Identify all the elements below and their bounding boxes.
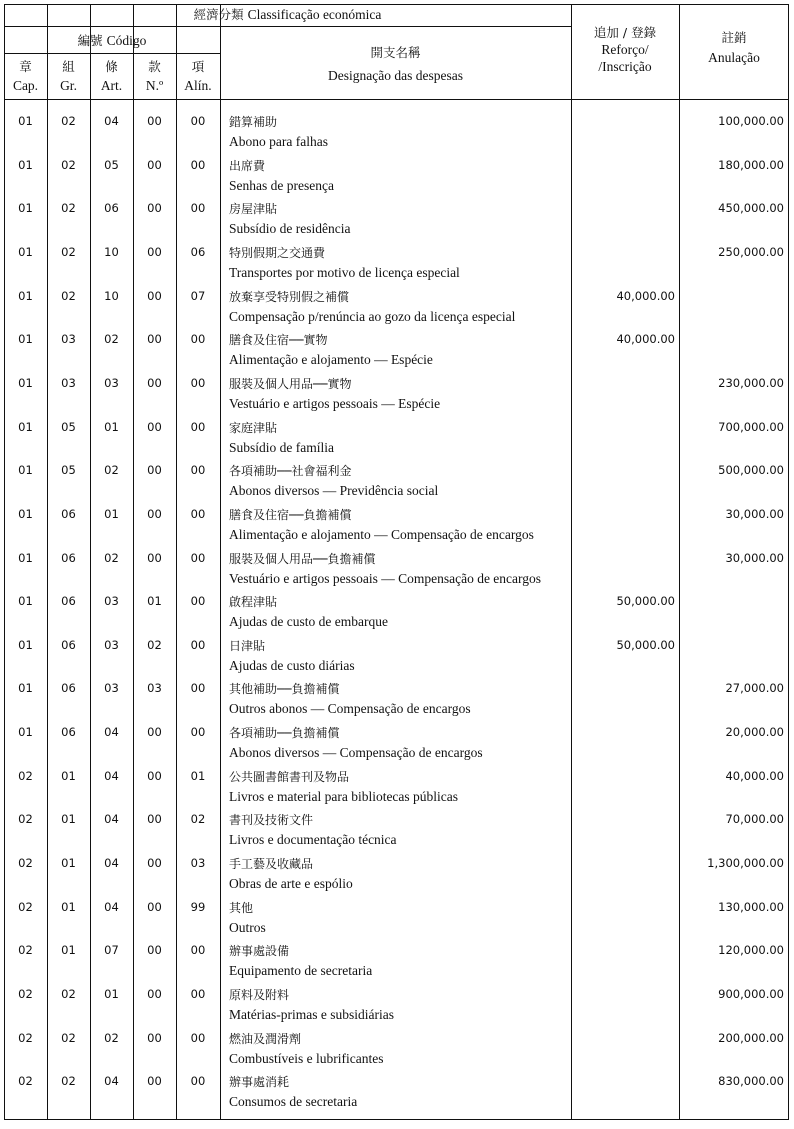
designation-pt-cell: Livros e documentação técnica [229, 832, 397, 848]
code-cap: 01 [18, 681, 33, 696]
code-cap: 01 [18, 332, 33, 347]
anulacao-amount: 1,300,000.00 [707, 856, 784, 871]
reforco-pt1: Reforço/ [601, 42, 649, 57]
table-row [0, 1028, 794, 1072]
code-alin: 00 [190, 637, 206, 652]
code-gr: 01 [61, 768, 76, 783]
table-row [0, 809, 794, 853]
code-cap: 01 [18, 594, 33, 609]
table-row [0, 111, 794, 155]
table-row [0, 504, 794, 548]
code-cap: 01 [18, 463, 33, 478]
designation-zh-cell: 日津貼 [229, 638, 266, 653]
designation-zh-cell: 特別假期之交通費 [229, 245, 326, 260]
reforco-amount: 50,000.00 [616, 637, 675, 652]
code-cap: 01 [18, 288, 33, 303]
code-cap: 01 [18, 114, 33, 128]
code-alin: 00 [190, 157, 206, 172]
code-art: 04 [104, 856, 119, 871]
designation-zh-cell: 服裝及個人用品──實物 [229, 376, 352, 391]
code-art: 02 [104, 332, 119, 347]
table-row [0, 678, 794, 722]
designation-pt-cell: Subsídio de residência [229, 221, 351, 237]
code-art: 03 [104, 594, 119, 609]
col-header-cap: 章 Cap. [12, 59, 39, 93]
table-row [0, 853, 794, 897]
code-alin: 00 [190, 681, 206, 696]
designation-zh-cell: 啟程津貼 [229, 595, 278, 610]
designation-pt-cell: Alimentação e alojamento — Compensação de encargos [229, 526, 534, 542]
code-no: 00 [147, 463, 162, 478]
code-art: 03 [104, 375, 119, 390]
code-alin: 00 [190, 550, 206, 565]
code-no: 00 [147, 899, 162, 914]
header-line-code [4, 53, 220, 54]
anulacao-amount: 830,000.00 [718, 1074, 784, 1089]
anulacao-zh: 註銷 [721, 30, 747, 45]
designation-zh-cell: 手工藝及收藏品 [229, 857, 314, 872]
designation-zh-cell: 放棄享受特別假之補償 [229, 289, 350, 304]
code-alin: 00 [190, 1074, 206, 1089]
code-art: 10 [104, 288, 119, 303]
code-art: 04 [104, 725, 119, 740]
code-no: 00 [147, 943, 162, 958]
reforco-amount: 50,000.00 [616, 594, 675, 609]
econ-class-pt: Classificação económica [247, 7, 382, 22]
code-no: 02 [147, 637, 162, 652]
designation-zh-cell: 錯算補助 [229, 115, 278, 129]
code-no: 00 [147, 506, 162, 521]
code-no: 00 [147, 157, 162, 172]
code-gr: 02 [61, 288, 76, 303]
code-no: 00 [147, 725, 162, 740]
designation-pt-cell: Combustíveis e lubrificantes [229, 1050, 384, 1066]
code-pt: Código [106, 33, 147, 48]
code-gr: 05 [61, 419, 76, 434]
table-row [0, 242, 794, 286]
code-alin: 00 [190, 375, 206, 390]
code-art: 04 [104, 812, 119, 827]
code-art: 02 [104, 1030, 119, 1045]
code-cap: 01 [18, 419, 33, 434]
code-cap: 01 [18, 244, 33, 259]
code-gr: 05 [61, 463, 76, 478]
code-art: 05 [104, 157, 119, 172]
code-art: 06 [104, 201, 119, 216]
code-cap: 02 [18, 1074, 33, 1089]
designation-zh-cell: 書刊及技術文件 [229, 813, 314, 828]
code-art: 02 [104, 550, 119, 565]
code-gr: 06 [61, 594, 76, 609]
designation-pt-cell: Compensação p/renúncia ao gozo da licença especial [229, 308, 516, 324]
code-art: 04 [104, 899, 119, 914]
code-cap: 01 [18, 157, 33, 172]
designation-zh-cell: 膳食及住宿──負擔補償 [229, 507, 352, 522]
table-row [0, 286, 794, 330]
code-gr: 01 [61, 899, 76, 914]
anulacao-amount: 200,000.00 [718, 1030, 784, 1045]
designation-pt-cell: Obras de arte e espólio [229, 876, 353, 892]
code-no: 00 [147, 288, 162, 303]
code-no: 01 [147, 594, 162, 609]
code-no: 00 [147, 114, 162, 128]
anulacao-pt: Anulação [708, 50, 760, 65]
code-no: 00 [147, 768, 162, 783]
code-no: 00 [147, 1030, 162, 1045]
designation-zh-cell: 服裝及個人用品──負擔補償 [229, 551, 376, 566]
designation-zh-cell: 出席費 [229, 158, 266, 173]
reforco-header [571, 24, 679, 75]
anulacao-amount: 500,000.00 [718, 463, 784, 478]
designation-pt-cell: Senhas de presença [229, 177, 334, 193]
designation-pt-cell: Abonos diversos — Previdência social [229, 483, 439, 499]
designation-pt-cell: Matérias-primas e subsidiárias [229, 1007, 394, 1022]
reforco-zh: 追加 / 登錄 [593, 25, 657, 40]
code-cap: 02 [18, 943, 33, 958]
col-header-art: 條 Art. [100, 59, 123, 93]
designation-pt-cell: Ajudas de custo de embarque [229, 614, 388, 630]
code-alin: 03 [190, 856, 206, 871]
code-art: 10 [104, 244, 119, 259]
code-gr: 01 [61, 812, 76, 827]
anulacao-amount: 70,000.00 [725, 812, 784, 827]
anulacao-amount: 100,000.00 [718, 114, 784, 128]
designation-pt-cell: Transportes por motivo de licença especial [229, 264, 460, 280]
anulacao-amount: 450,000.00 [718, 201, 784, 216]
table-row [0, 417, 794, 461]
anulacao-amount: 900,000.00 [718, 987, 784, 1001]
code-alin: 06 [190, 244, 206, 259]
code-cap: 02 [18, 987, 33, 1001]
anulacao-amount: 180,000.00 [718, 157, 784, 172]
code-gr: 02 [61, 1074, 76, 1089]
code-art: 07 [104, 943, 119, 958]
designation-zh-cell: 原料及附料 [229, 988, 290, 1002]
code-no: 00 [147, 550, 162, 565]
col-header-alin: 項 Alín. [184, 59, 212, 93]
code-cap: 01 [18, 375, 33, 390]
designation-zh-cell: 膳食及住宿──實物 [229, 333, 328, 348]
code-no: 00 [147, 332, 162, 347]
designation-zh-cell: 房屋津貼 [229, 202, 278, 217]
table-row [0, 940, 794, 984]
code-art: 02 [104, 463, 119, 478]
designation-zh-cell: 燃油及潤滑劑 [229, 1031, 302, 1046]
col-header-no: 款 N.º [145, 59, 164, 93]
code-art: 01 [104, 419, 119, 434]
designation-zh-cell: 其他 [229, 900, 254, 915]
code-cap: 01 [18, 550, 33, 565]
table-row [0, 635, 794, 679]
code-alin: 00 [190, 1030, 206, 1045]
code-art: 01 [104, 506, 119, 521]
code-alin: 99 [190, 899, 206, 914]
code-zh: 編號 [77, 33, 103, 48]
table-row [0, 155, 794, 199]
designation-pt-cell: Abonos diversos — Compensação de encargos [229, 745, 483, 761]
anulacao-amount: 30,000.00 [725, 550, 784, 565]
code-gr: 02 [61, 1030, 76, 1045]
code-no: 00 [147, 244, 162, 259]
designation-pt: Designação das despesas [328, 68, 463, 83]
code-no: 00 [147, 856, 162, 871]
code-cap: 02 [18, 899, 33, 914]
code-alin: 00 [190, 506, 206, 521]
anulacao-amount: 230,000.00 [718, 375, 784, 390]
anulacao-amount: 30,000.00 [725, 506, 784, 521]
table-row [0, 1071, 794, 1115]
designation-pt-cell: Vestuário e artigos pessoais — Compensação de encargos [229, 570, 542, 586]
anulacao-amount: 700,000.00 [718, 419, 784, 434]
code-alin: 02 [190, 812, 206, 827]
code-art: 04 [104, 768, 119, 783]
table-row [0, 548, 794, 592]
designation-zh-cell: 其他補助──負擔補償 [229, 682, 340, 697]
code-alin: 00 [190, 463, 206, 478]
code-no: 00 [147, 987, 162, 1001]
code-alin: 00 [190, 725, 206, 740]
code-no: 00 [147, 1074, 162, 1089]
designation-zh-cell: 公共圖書館書刊及物品 [229, 769, 350, 784]
code-gr: 03 [61, 375, 76, 390]
code-cap: 01 [18, 506, 33, 521]
code-art: 04 [104, 1074, 119, 1089]
code-cap: 02 [18, 812, 33, 827]
table-row [0, 984, 794, 1028]
designation-zh: 開支名稱 [370, 45, 421, 60]
designation-zh-cell: 辦事處消耗 [229, 1075, 290, 1090]
code-gr: 02 [61, 987, 76, 1001]
anulacao-amount: 27,000.00 [725, 681, 784, 696]
code-art: 01 [104, 987, 119, 1001]
code-gr: 02 [61, 244, 76, 259]
designation-zh-cell: 各項補助──社會福利金 [229, 464, 352, 479]
reforco-amount: 40,000.00 [616, 288, 675, 303]
table-row [0, 722, 794, 766]
table-row [0, 591, 794, 635]
code-alin: 00 [190, 594, 206, 609]
code-gr: 01 [61, 943, 76, 958]
table-row [0, 329, 794, 373]
table-row [0, 897, 794, 941]
code-cap: 02 [18, 768, 33, 783]
code-alin: 00 [190, 419, 206, 434]
code-no: 00 [147, 419, 162, 434]
code-no: 00 [147, 375, 162, 390]
designation-pt-cell: Outros abonos — Compensação de encargos [229, 701, 471, 717]
code-cap: 02 [18, 1030, 33, 1045]
code-alin: 00 [190, 114, 206, 128]
anulacao-amount: 130,000.00 [718, 899, 784, 914]
designation-zh-cell: 辦事處設備 [229, 944, 290, 959]
code-alin: 00 [190, 987, 206, 1001]
designation-zh-cell: 各項補助──負擔補償 [229, 726, 340, 741]
code-no: 00 [147, 812, 162, 827]
header-line-bottom [4, 99, 789, 100]
code-alin: 00 [190, 943, 206, 958]
designation-pt-cell: Outros [229, 919, 266, 935]
code-gr: 06 [61, 725, 76, 740]
designation-pt-cell: Abono para falhas [229, 134, 328, 149]
code-alin: 07 [190, 288, 206, 303]
code-art: 03 [104, 681, 119, 696]
code-header [4, 31, 220, 50]
table-row [0, 766, 794, 810]
code-gr: 06 [61, 550, 76, 565]
anulacao-amount: 40,000.00 [725, 768, 784, 783]
designation-pt-cell: Alimentação e alojamento — Espécie [229, 352, 433, 368]
designation-zh-cell: 家庭津貼 [229, 420, 278, 435]
code-alin: 00 [190, 201, 206, 216]
reforco-pt2: /Inscrição [598, 59, 652, 74]
reforco-amount: 40,000.00 [616, 332, 675, 347]
code-cap: 02 [18, 856, 33, 871]
code-gr: 06 [61, 637, 76, 652]
code-gr: 06 [61, 506, 76, 521]
code-gr: 02 [61, 114, 76, 128]
code-gr: 02 [61, 201, 76, 216]
code-cap: 01 [18, 637, 33, 652]
anulacao-amount: 20,000.00 [725, 725, 784, 740]
code-gr: 03 [61, 332, 76, 347]
code-alin: 00 [190, 332, 206, 347]
designation-header [220, 41, 571, 87]
table-row [0, 460, 794, 504]
econ-class-header [4, 5, 571, 24]
designation-pt-cell: Vestuário e artigos pessoais — Espécie [229, 395, 441, 411]
designation-pt-cell: Subsídio de família [229, 439, 334, 455]
code-gr: 06 [61, 681, 76, 696]
code-gr: 02 [61, 157, 76, 172]
designation-pt-cell: Consumos de secretaria [229, 1094, 358, 1110]
code-art: 04 [104, 114, 119, 128]
code-gr: 01 [61, 856, 76, 871]
designation-pt-cell: Livros e material para bibliotecas públicas [229, 788, 459, 804]
anulacao-amount: 120,000.00 [718, 943, 784, 958]
anulacao-header [679, 28, 789, 68]
code-alin: 01 [190, 768, 206, 783]
code-no: 00 [147, 201, 162, 216]
code-cap: 01 [18, 201, 33, 216]
table-row [0, 373, 794, 417]
code-cap: 01 [18, 725, 33, 740]
col-header-gr: 組 Gr. [60, 59, 77, 93]
anulacao-amount: 250,000.00 [718, 244, 784, 259]
designation-pt-cell: Ajudas de custo diárias [229, 657, 355, 673]
designation-pt-cell: Equipamento de secretaria [229, 963, 373, 979]
table-row [0, 198, 794, 242]
code-art: 03 [104, 637, 119, 652]
econ-class-zh: 經濟分類 [193, 7, 244, 22]
code-no: 03 [147, 681, 162, 696]
header-line-econ [4, 26, 571, 27]
